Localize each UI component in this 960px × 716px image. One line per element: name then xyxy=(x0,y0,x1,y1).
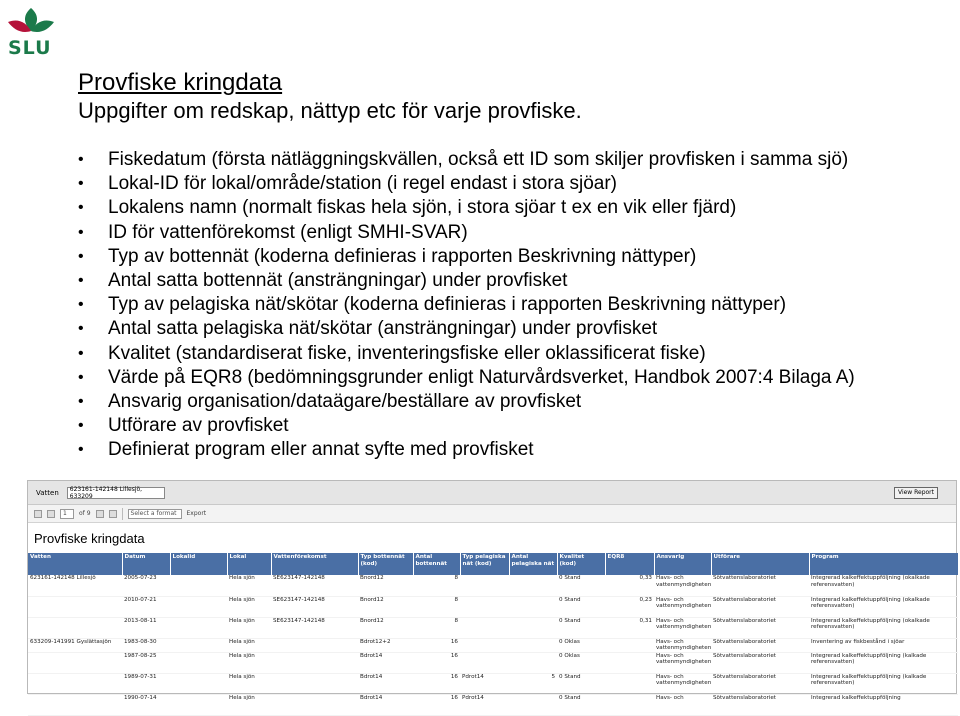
table-row xyxy=(28,673,958,694)
table-cell xyxy=(271,638,358,652)
table-cell xyxy=(605,638,654,652)
table-row xyxy=(28,694,958,715)
table-cell[interactable] xyxy=(28,652,122,673)
table-cell xyxy=(460,652,509,673)
table-cell: Hela sjön xyxy=(227,617,271,638)
bullet-item: • Typ av bottennät (koderna definieras i rapporten Beskrivning nättyper) xyxy=(74,245,954,269)
bullet-dot: • xyxy=(78,417,84,435)
column-header[interactable]: Kvalitet (kod) xyxy=(557,553,605,575)
bullet-item: • ID för vattenförekomst (enligt SMHI-SVAR) xyxy=(74,221,954,245)
table-cell xyxy=(509,596,557,617)
table-cell: 2013-08-11 xyxy=(122,617,170,638)
table-cell: Sötvattenslaboratoriet xyxy=(711,638,809,652)
export-format-select[interactable]: Select a format xyxy=(128,509,182,519)
table-cell: 8 xyxy=(413,596,460,617)
bullet-item: • Lokal-ID för lokal/område/station (i regel endast i stora sjöar) xyxy=(74,172,954,196)
table-cell xyxy=(271,673,358,694)
table-cell: Sötvattenslaboratoriet xyxy=(711,652,809,673)
bullet-dot: • xyxy=(78,247,84,265)
table-cell xyxy=(605,673,654,694)
table-cell xyxy=(170,617,227,638)
page-number-input[interactable]: 1 xyxy=(60,509,74,519)
table-cell: Sötvattenslaboratoriet xyxy=(711,694,809,715)
table-cell: Inventering av fiskbestånd i sjöar xyxy=(809,638,958,652)
vatten-select[interactable]: 623161-142148 Lillesjö, 633209 xyxy=(67,487,165,499)
table-cell: Hela sjön xyxy=(227,575,271,596)
column-header[interactable]: Antal bottennät xyxy=(413,553,460,575)
table-cell: Sötvattenslaboratoriet xyxy=(711,617,809,638)
next-page-icon[interactable] xyxy=(96,510,104,518)
table-cell xyxy=(509,694,557,715)
table-cell: Bdrot14 xyxy=(358,652,413,673)
bullet-dot: • xyxy=(78,441,84,459)
table-cell xyxy=(271,694,358,715)
bullet-dot: • xyxy=(78,344,84,362)
bullet-item: • Lokalens namn (normalt fiskas hela sjön, i stora sjöar t ex en vik eller fjärd) xyxy=(74,196,954,220)
table-cell: Hela sjön xyxy=(227,596,271,617)
table-cell[interactable] xyxy=(28,596,122,617)
table-cell[interactable] xyxy=(28,694,122,715)
table-cell[interactable]: 623161-142148 Lillesjö xyxy=(28,575,122,596)
table-cell: Integrerad kalkeffektuppföljning (okalkade referensvatten) xyxy=(809,596,958,617)
table-cell xyxy=(170,673,227,694)
table-cell[interactable] xyxy=(28,673,122,694)
table-cell: 8 xyxy=(413,617,460,638)
table-cell: Havs- och vattenmyndigheten xyxy=(654,652,711,673)
table-cell xyxy=(509,652,557,673)
table-cell xyxy=(605,652,654,673)
table-cell xyxy=(460,596,509,617)
bullet-item: • Antal satta bottennät (ansträngningar) under provfisket xyxy=(74,269,954,293)
table-cell: 16 xyxy=(413,694,460,715)
table-cell xyxy=(509,575,557,596)
table-cell: 0,33 xyxy=(605,575,654,596)
table-cell: Integrerad kalkeffektuppföljning (kalkade referensvatten) xyxy=(809,652,958,673)
report-viewer xyxy=(27,480,957,701)
table-cell: Integrerad kalkeffektuppföljning (okalkade referensvatten) xyxy=(809,575,958,596)
table-cell xyxy=(271,652,358,673)
table-cell: Bnord12 xyxy=(358,596,413,617)
bullet-item: • Kvalitet (standardiserat fiske, inventeringsfiske eller oklassificerat fiske) xyxy=(74,342,954,366)
report-toolbar xyxy=(28,505,956,523)
table-cell xyxy=(170,596,227,617)
view-report-button[interactable]: View Report xyxy=(894,487,938,499)
table-cell: Integrerad kalkeffektuppföljning (kalkade referensvatten) xyxy=(809,673,958,694)
table-cell: 16 xyxy=(413,638,460,652)
column-header[interactable]: Ansvarig xyxy=(654,553,711,575)
table-cell xyxy=(605,694,654,715)
column-header[interactable]: Program xyxy=(809,553,958,575)
column-header[interactable]: EQR8 xyxy=(605,553,654,575)
bullet-item: • Fiskedatum (första nätläggningskvällen, också ett ID som skiljer provfisken i samma sjö) xyxy=(74,148,954,172)
table-cell: Sötvattenslaboratoriet xyxy=(711,575,809,596)
table-cell: 1987-08-25 xyxy=(122,652,170,673)
bullet-dot: • xyxy=(78,296,84,314)
table-cell: 0 Oklas xyxy=(557,638,605,652)
bullet-item: • Ansvarig organisation/dataägare/beställare av provfisket xyxy=(74,390,954,414)
table-cell: Bdrot14 xyxy=(358,694,413,715)
table-cell: Hela sjön xyxy=(227,673,271,694)
bullet-dot: • xyxy=(78,151,84,168)
table-cell: Sötvattenslaboratoriet xyxy=(711,673,809,694)
table-cell: SE623147-142148 xyxy=(271,596,358,617)
column-header[interactable]: Typ pelagiska nät (kod) xyxy=(460,553,509,575)
table-cell: SE623147-142148 xyxy=(271,575,358,596)
table-cell: 16 xyxy=(413,673,460,694)
table-cell: 16 xyxy=(413,652,460,673)
table-cell: Bnord12 xyxy=(358,617,413,638)
toolbar-divider xyxy=(122,508,123,520)
table-cell: 8 xyxy=(413,575,460,596)
table-header-row xyxy=(28,553,958,575)
table-cell xyxy=(460,617,509,638)
table-cell xyxy=(460,638,509,652)
bullet-dot: • xyxy=(78,368,84,386)
table-cell xyxy=(170,575,227,596)
table-cell xyxy=(509,638,557,652)
table-cell: Bnord12 xyxy=(358,575,413,596)
table-cell: Havs- och vattenmyndigheten xyxy=(654,596,711,617)
table-cell xyxy=(460,575,509,596)
table-cell: Hela sjön xyxy=(227,694,271,715)
column-header[interactable]: Vattenförekomst xyxy=(271,553,358,575)
table-cell: SE623147-142148 xyxy=(271,617,358,638)
table-cell: Havs- och xyxy=(654,694,711,715)
bullet-dot: • xyxy=(78,272,84,290)
table-cell: 0 Oklas xyxy=(557,652,605,673)
column-header[interactable]: Antal pelagiska nät xyxy=(509,553,557,575)
table-row xyxy=(28,575,958,596)
table-cell: Bdrot12+2 xyxy=(358,638,413,652)
table-cell xyxy=(170,638,227,652)
report-table xyxy=(28,553,959,716)
bullet-item: • Antal satta pelagiska nät/skötar (ansträngningar) under provfisket xyxy=(74,317,954,341)
table-cell: Integrerad kalkeffektuppföljning xyxy=(809,694,958,715)
table-cell: 0,31 xyxy=(605,617,654,638)
table-cell xyxy=(170,652,227,673)
table-cell: Havs- och vattenmyndigheten xyxy=(656,638,712,651)
report-title: Provfiske kringdata xyxy=(34,531,145,546)
table-row xyxy=(28,617,958,638)
table-cell xyxy=(170,694,227,715)
bullet-dot: • xyxy=(78,199,84,217)
table-cell: Havs- och vattenmyndigheten xyxy=(654,673,711,694)
slide-title: Provfiske kringdata xyxy=(78,69,283,96)
bullet-list xyxy=(74,148,954,463)
bullet-dot: • xyxy=(78,393,84,411)
column-header[interactable]: Utförare xyxy=(711,553,809,575)
table-cell: 2005-07-23 xyxy=(122,575,170,596)
bullet-dot: • xyxy=(78,175,84,193)
table-cell: 2010-07-21 xyxy=(122,596,170,617)
table-cell[interactable] xyxy=(28,617,122,638)
vatten-label: Vatten xyxy=(36,488,59,497)
column-header[interactable]: Lokalid xyxy=(170,553,227,575)
table-cell[interactable]: 633209-141991 Gyslättasjön xyxy=(28,638,122,652)
table-cell: Havs- och vattenmyndigheten xyxy=(654,575,711,596)
table-cell: Integrerad kalkeffektuppföljning (okalkade referensvatten) xyxy=(809,617,958,638)
table-cell: 0 Stand xyxy=(557,596,605,617)
table-cell: 0 Stand xyxy=(557,617,605,638)
first-page-icon[interactable] xyxy=(34,510,42,518)
bullet-dot: • xyxy=(78,320,84,338)
table-row xyxy=(28,596,958,617)
table-cell: 1989-07-31 xyxy=(122,673,170,694)
column-header[interactable]: Typ bottennät (kod) xyxy=(358,553,413,575)
column-header[interactable]: Datum xyxy=(122,553,170,575)
table-row xyxy=(28,652,958,673)
prev-page-icon[interactable] xyxy=(47,510,55,518)
bullet-item: • Värde på EQR8 (bedömningsgrunder enligt Naturvårdsverket, Handbok 2007:4 Bilaga A) xyxy=(74,366,954,390)
bullet-item: • Definierat program eller annat syfte med provfisket xyxy=(74,438,954,462)
bullet-item: • Typ av pelagiska nät/skötar (koderna definieras i rapporten Beskrivning nättyper) xyxy=(74,293,954,317)
table-cell: 0 Stand xyxy=(557,575,605,596)
parameter-bar xyxy=(28,481,956,505)
table-cell: Hela sjön xyxy=(227,638,271,652)
table-cell: 1983-08-30 xyxy=(122,638,170,652)
table-cell: 0 Stand xyxy=(557,694,605,715)
table-cell: Pdrot14 xyxy=(460,673,509,694)
bullet-dot: • xyxy=(78,223,84,241)
column-header[interactable]: Vatten xyxy=(28,553,122,575)
table-cell xyxy=(509,617,557,638)
table-cell: 5 xyxy=(509,673,557,694)
table-cell: 0,23 xyxy=(605,596,654,617)
export-link[interactable]: Export xyxy=(186,510,207,517)
slu-logo-text: SLU xyxy=(8,37,52,59)
table-cell: Bdrot14 xyxy=(358,673,413,694)
table-cell: 1990-07-14 xyxy=(122,694,170,715)
column-header[interactable]: Lokal xyxy=(227,553,271,575)
table-cell: Hela sjön xyxy=(227,652,271,673)
table-cell: Pdrot14 xyxy=(460,694,509,715)
last-page-icon[interactable] xyxy=(109,510,117,518)
table-cell: Sötvattenslaboratoriet xyxy=(711,596,809,617)
page-count: of 9 xyxy=(79,510,91,517)
table-row xyxy=(28,638,958,652)
table-cell: 0 Stand xyxy=(557,673,605,694)
bullet-item: • Utförare av provfisket xyxy=(74,414,954,438)
slide-subtitle: Uppgifter om redskap, nättyp etc för varje provfiske. xyxy=(78,98,582,123)
table-cell: Havs- och vattenmyndigheten xyxy=(654,617,711,638)
